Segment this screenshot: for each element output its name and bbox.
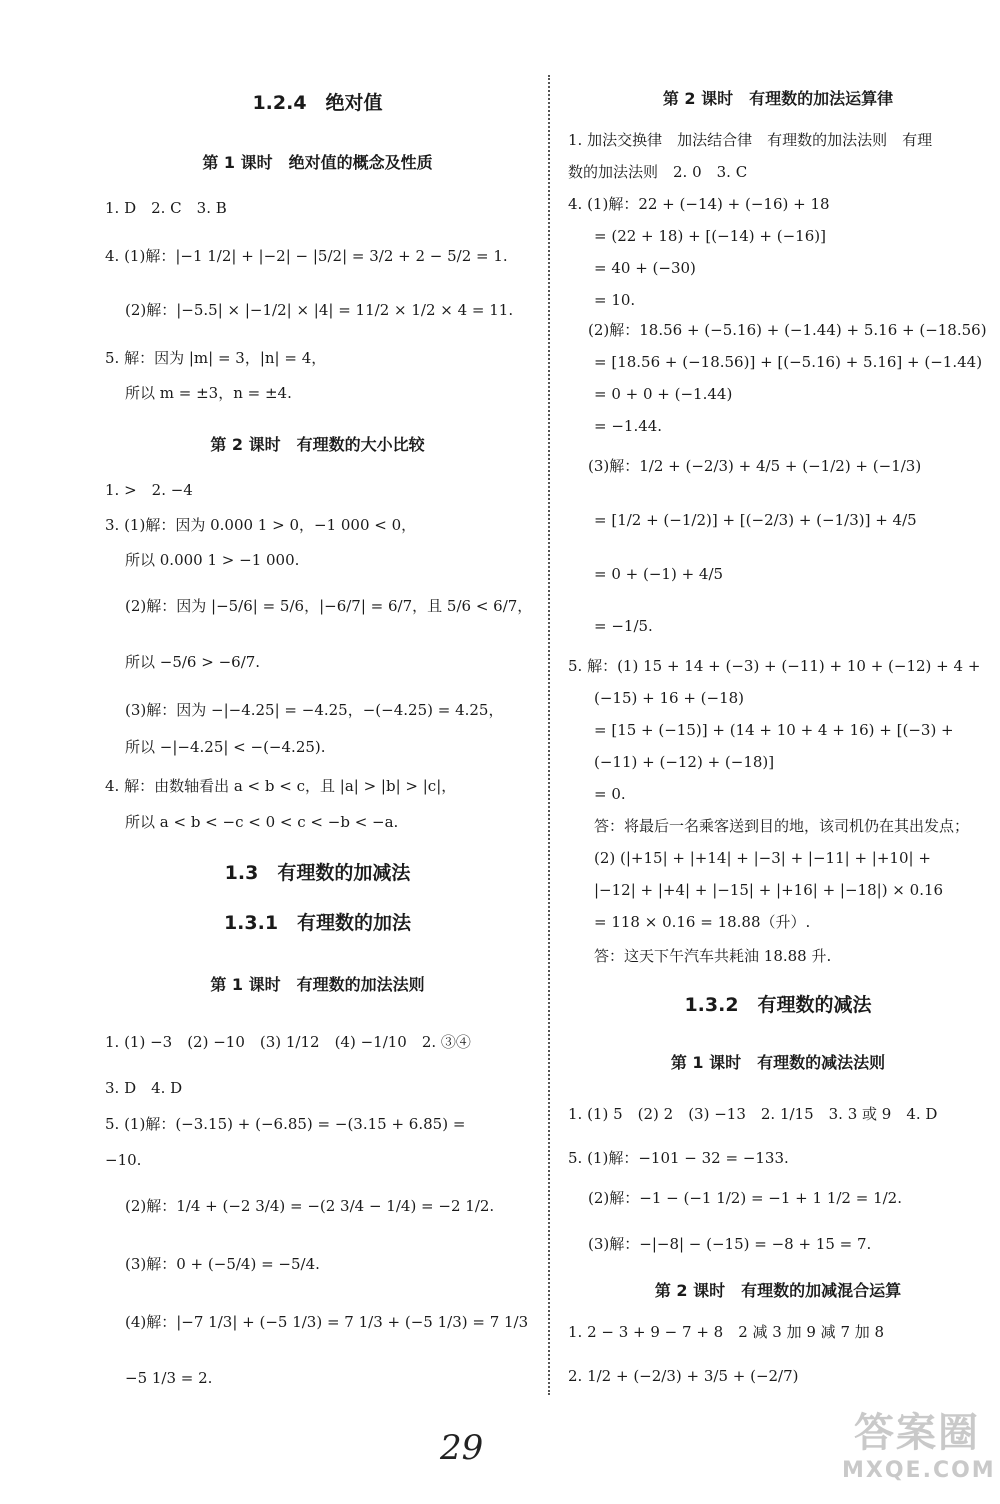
answer-line: = 10. (594, 291, 636, 309)
right-column (568, 0, 988, 1504)
section-heading-1-3-2: 1.3.2 有理数的减法 (684, 994, 872, 1016)
answer-line: 所以 m = ±3，n = ±4. (125, 384, 292, 402)
answer-line: = [1/2 + (−1/2)] + [(−2/3) + (−1/3)] + 4/5 (594, 511, 917, 529)
answer-line: 1. 加法交换律 加法结合律 有理数的加法法则 有理 (568, 131, 933, 149)
answer-line: (3)解：−|−8| − (−15) = −8 + 15 = 7. (588, 1235, 872, 1253)
page-number: 29 (440, 1428, 484, 1468)
answer-line: |−12| + |+4| + |−15| + |+16| + |−18|) × 0.16 (594, 881, 944, 899)
answer-line: 5. (1)解：−101 − 32 = −133. (568, 1149, 789, 1167)
lesson-title-compare: 第 2 课时 有理数的大小比较 (210, 435, 425, 454)
answer-line: 答：将最后一名乘客送到目的地，该司机仍在其出发点； (594, 817, 970, 835)
answer-line: 4. 解：由数轴看出 a < b < c，且 |a| > |b| > |c|， (105, 777, 457, 795)
watermark-line2: MXQE.COM (842, 1458, 996, 1483)
answer-line: 所以 −5/6 > −6/7. (125, 653, 261, 671)
lesson-title-addition-laws: 第 2 课时 有理数的加法运算律 (662, 89, 894, 108)
answer-line: 3. (1)解：因为 0.000 1 > 0，−1 000 < 0， (105, 516, 417, 534)
answer-line: = −1.44. (594, 417, 663, 435)
left-column (105, 0, 533, 1504)
answer-line: (3)解：1/2 + (−2/3) + 4/5 + (−1/2) + (−1/3) (588, 457, 922, 475)
answer-line: 所以 −|−4.25| < −(−4.25). (125, 738, 326, 756)
answer-line: 所以 0.000 1 > −1 000. (125, 551, 300, 569)
answer-line: 1. (1) −3 (2) −10 (3) 1/12 (4) −1/10 2. ③④ (105, 1033, 471, 1051)
column-divider (548, 75, 550, 1395)
answer-line: (2)解：因为 |−5/6| = 5/6，|−6/7| = 6/7，且 5/6 < 6/7， (125, 597, 533, 615)
answer-line: 4. (1)解：22 + (−14) + (−16) + 18 (568, 195, 830, 213)
answer-line: (2)解：18.56 + (−5.16) + (−1.44) + 5.16 + (−18.56) (588, 321, 987, 339)
section-heading-1-2-4: 1.2.4 绝对值 (252, 92, 383, 114)
answer-line: −5 1/3 = 2. (125, 1369, 213, 1387)
answer-line: 3. D 4. D (105, 1079, 183, 1097)
answer-line: = [15 + (−15)] + (14 + 10 + 4 + 16) + [(−3) + (594, 721, 954, 739)
answer-line: (−15) + 16 + (−18) (594, 689, 745, 707)
answer-line: (2)解：−1 − (−1 1/2) = −1 + 1 1/2 = 1/2. (588, 1189, 902, 1207)
lesson-title-addition-rule: 第 1 课时 有理数的加法法则 (210, 975, 425, 994)
answer-line: = (22 + 18) + [(−14) + (−16)] (594, 227, 826, 245)
answer-line: = 118 × 0.16 = 18.88（升）. (594, 913, 811, 931)
answer-line: (2) (|+15| + |+14| + |−3| + |−11| + |+10| + (594, 849, 931, 867)
answer-line: = −1/5. (594, 617, 653, 635)
lesson-title-subtraction-rule: 第 1 课时 有理数的减法法则 (670, 1053, 886, 1072)
answer-line: (3)解：因为 −|−4.25| = −4.25，−(−4.25) = 4.25， (125, 701, 504, 719)
answer-line: = 0 + 0 + (−1.44) (594, 385, 733, 403)
section-heading-1-3-1: 1.3.1 有理数的加法 (223, 912, 412, 934)
answer-line: = 0 + (−1) + 4/5 (594, 565, 724, 583)
answer-line: (−11) + (−12) + (−18)] (594, 753, 775, 771)
lesson-title-mixed-operations: 第 2 课时 有理数的加减混合运算 (654, 1281, 902, 1300)
answer-line: 1. (1) 5 (2) 2 (3) −13 2. 1/15 3. 3 或 9 4. D (568, 1105, 938, 1123)
section-heading-1-3: 1.3 有理数的加减法 (224, 862, 411, 884)
answer-line: 1. D 2. C 3. B (105, 199, 227, 217)
answer-line: 1. 2 − 3 + 9 − 7 + 8 2 减 3 加 9 减 7 加 8 (568, 1323, 885, 1341)
answer-line: 数的加法法则 2. 0 3. C (568, 163, 748, 181)
answer-line: 5. 解：(1) 15 + 14 + (−3) + (−11) + 10 + (−12) + 4 + (568, 657, 981, 675)
answer-line: = 40 + (−30) (594, 259, 696, 277)
lesson-title-absolute-value: 第 1 课时 绝对值的概念及性质 (202, 153, 433, 172)
watermark-line1: 答案圈 (854, 1410, 980, 1456)
answer-line: 5. 解：因为 |m| = 3，|n| = 4， (105, 349, 327, 367)
answer-line: (2)解：|−5.5| × |−1/2| × |4| = 11/2 × 1/2 × 4 = 11. (125, 301, 514, 319)
watermark-logo (842, 1408, 996, 1496)
answer-line: 1. > 2. −4 (105, 481, 193, 499)
answer-line: = [18.56 + (−18.56)] + [(−5.16) + 5.16] + (−1.44) (594, 353, 983, 371)
answer-line: (3)解：0 + (−5/4) = −5/4. (125, 1255, 320, 1273)
answer-line: 所以 a < b < −c < 0 < c < −b < −a. (125, 813, 399, 831)
answer-line: 答：这天下午汽车共耗油 18.88 升. (594, 947, 832, 965)
answer-line: (2)解：1/4 + (−2 3/4) = −(2 3/4 − 1/4) = −2 1/2. (125, 1197, 495, 1215)
answer-line: 2. 1/2 + (−2/3) + 3/5 + (−2/7) (568, 1367, 799, 1385)
answer-line: −10. (105, 1151, 142, 1169)
answer-line: (4)解：|−7 1/3| + (−5 1/3) = 7 1/3 + (−5 1/3) = 7 1/3 (125, 1313, 529, 1331)
answer-line: 5. (1)解：(−3.15) + (−6.85) = −(3.15 + 6.85) = (105, 1115, 466, 1133)
answer-line: = 0. (594, 785, 626, 803)
answer-line: 4. (1)解：|−1 1/2| + |−2| − |5/2| = 3/2 + 2 − 5/2 = 1. (105, 247, 508, 265)
